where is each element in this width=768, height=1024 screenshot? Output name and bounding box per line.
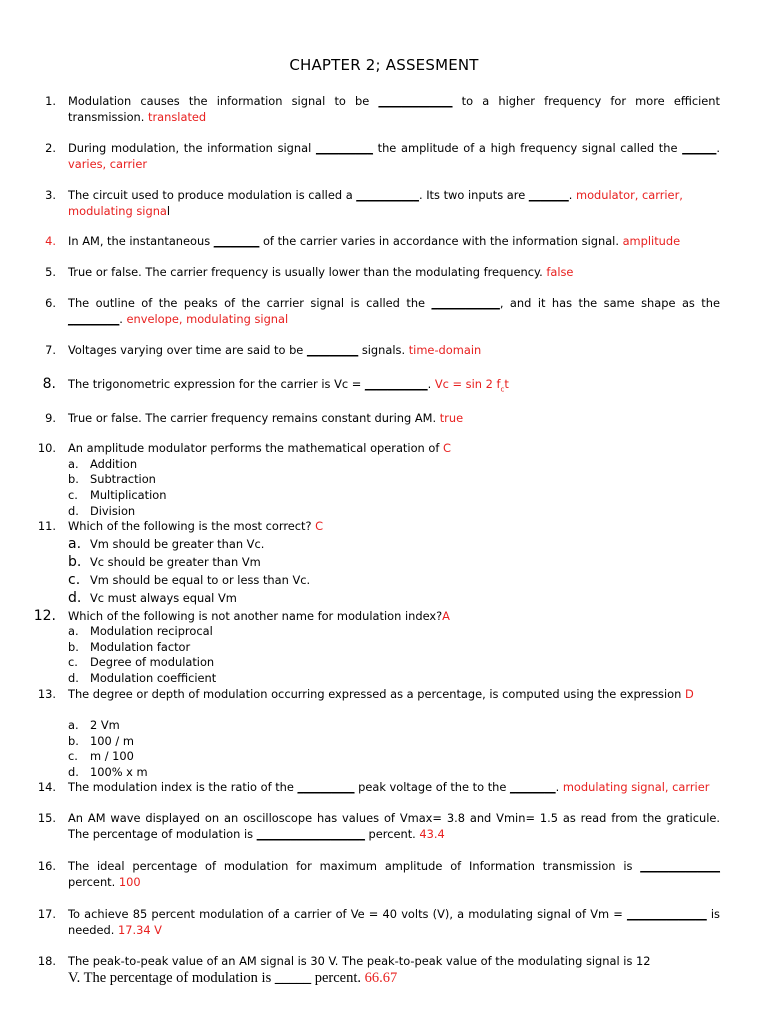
question-text: True or false. The carrier frequency is usually lower than the modulating frequency. false xyxy=(68,265,574,279)
answer: C xyxy=(315,519,324,533)
question-number: 1. xyxy=(45,94,56,108)
question-text: The ideal percentage of modulation for maximum amplitude of Information transmission is ______________ percent. 100 xyxy=(68,859,720,889)
answer: 66.67 xyxy=(364,970,398,986)
question-text: To achieve 85 percent modulation of a carrier of Ve = 40 volts (V), a modulating signal of Vm = ______________ is needed. 17.34 V xyxy=(68,907,720,937)
question-text: The trigonometric expression for the carrier is Vc = ___________. Vc = sin 2 $f_ct$ xyxy=(68,377,509,394)
answer: translated xyxy=(148,110,207,124)
answer: time-domain xyxy=(408,343,482,357)
question-text: True or false. The carrier frequency remains constant during AM. true xyxy=(68,411,464,425)
question-text: An amplitude modulator performs the mathematical operation of C xyxy=(68,441,451,455)
question-text: In AM, the instantaneous ________ of the carrier varies in accordance with the information signal. amplitude xyxy=(68,234,681,248)
question-text: The circuit used to produce modulation is called a ___________. Its two inputs are _______. modulator, carrier, modulating signal xyxy=(68,188,683,218)
answer: 17.34 V xyxy=(117,923,162,937)
question-text: The modulation index is the ratio of the __________ peak voltage of the to the ________. modulating signal, carrier xyxy=(68,780,710,794)
answer: true xyxy=(439,411,464,425)
answer: varies, carrier xyxy=(68,157,148,171)
question-text: The degree or depth of modulation occurring expressed as a percentage, is computed using the expression D xyxy=(68,687,694,701)
answer: A xyxy=(442,609,450,623)
answer: envelope, modulating signal xyxy=(126,312,289,326)
answer: C xyxy=(442,441,451,455)
question-text: Modulation causes the information signal to be _____________ to a higher frequency for more efficient transmission. translated xyxy=(68,94,720,124)
answer: modulating signal, carrier xyxy=(562,780,710,794)
answer: false xyxy=(546,265,574,279)
question-text: The peak-to-peak value of an AM signal is 30 V. The peak-to-peak value of the modulating signal is 12 V. The percentage of modulation is _____ percent. 66.67 xyxy=(68,954,651,986)
question-text: Voltages varying over time are said to be _________ signals. time-domain xyxy=(68,343,482,357)
question-text: An AM wave displayed on an oscilloscope has values of Vmax= 3.8 and Vmin= 1.5 as read from the graticule. The percentage of modulation is ___________________ percent. 43.4 xyxy=(68,811,720,841)
question-text: Which of the following is not another name for modulation index?A xyxy=(68,609,450,623)
answer: Vc = sin 2 $f_ct$ xyxy=(434,377,509,394)
answer: 100 xyxy=(118,875,141,889)
question-text: During modulation, the information signal __________ the amplitude of a high frequency signal called the ______. varies, carrier xyxy=(68,141,720,171)
question-text: Which of the following is the most correct? C xyxy=(68,519,324,533)
answer: modulator, carrier, modulating signa xyxy=(68,188,683,218)
answer: D xyxy=(684,687,694,701)
answer: amplitude xyxy=(622,234,681,248)
question-text: The outline of the peaks of the carrier signal is called the ____________, and it has the same shape as the _________. envelope, modulating signal xyxy=(68,296,721,326)
page-title: CHAPTER 2; ASSESMENT xyxy=(289,56,479,74)
answer: 43.4 xyxy=(419,827,445,841)
